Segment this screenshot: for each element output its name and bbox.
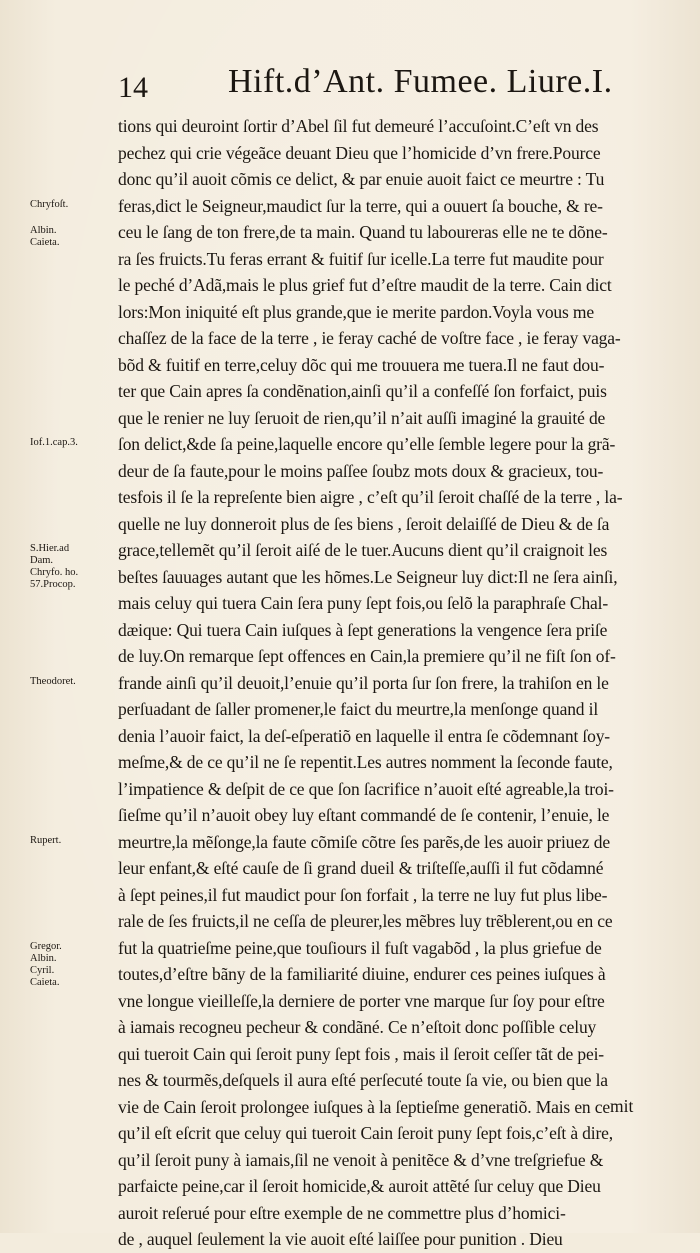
text-line: meurtre,la mẽſonge,la faute cõmiſe cõtre ſes parẽs,de les auoir priuez de: [118, 831, 610, 852]
text-line: ra ſes fruicts.Tu feras errant & fuitif ſur icelle.La terre fut maudite pour: [118, 248, 604, 269]
margin-note: Rupert.: [30, 834, 62, 846]
text-line: qu’il ſeroit puny à iamais,ſil ne venoit à penitẽce & d’vne treſgriefue &: [118, 1149, 604, 1170]
text-line: bõd & fuitif en terre,celuy dõc qui me trouuera me tuera.Il ne faut dou-: [118, 354, 605, 375]
margin-note: Chryfoſt.: [30, 198, 69, 210]
text-line: ſieſme qu’il n’auoit obey luy eſtant commandé de ſe contenir, l’enuie, le: [118, 805, 610, 825]
text-line: de luy.On remarque ſept offences en Cain,la premiere qu’il ne fiſt ſon of-: [118, 646, 616, 666]
text-line: denia l’auoir faict, la deſ-eſperatiõ en laquelle il entra ſe cõdemnant ſoy-: [118, 725, 610, 746]
page-number: 14: [118, 71, 148, 104]
text-line: pechez qui crie végeãce deuant Dieu que l’homicide d’vn frere.Pource: [118, 142, 601, 163]
text-line: le peché d’Adã,mais le plus grief fut d’eſtre maudit de la terre. Cain dict: [118, 275, 612, 295]
text-line: toutes,d’eſtre bãny de la familiarité diuine, endurer ces peines iuſques à: [118, 964, 606, 984]
margin-note: S.Hier.ad Dam. Chryfo. ho. 57.Procop.: [30, 543, 79, 590]
text-line: parfaicte peine,car il ſeroit homicide,& auroit attẽté ſur celuy que Dieu: [118, 1176, 601, 1196]
text-line: ter que Cain apres ſa condẽnation,ainſi qu’il a confeſſé ſon forfaict, puis: [118, 381, 607, 401]
text-line: que le renier ne luy ſeruoit de rien,qu’il n’ait auſſi imaginé la grauité de: [118, 407, 606, 428]
text-line: leur enfant,& eſté cauſe de ſi grand dueil & triſteſſe,auſſi il fut cõdamné: [118, 858, 604, 878]
text-line: mais celuy qui tuera Cain ſera puny ſept fois,ou ſelõ la paraphraſe Chal-: [118, 593, 609, 613]
text-line: deur de ſa faute,pour le moins paſſee ſoubz mots doux & gracieux, tou-: [118, 460, 604, 481]
text-line: donc qu’il auoit cõmis ce delict, & par enuie auoit faict ce meurtre : Tu: [118, 169, 605, 189]
text-line: chaſſez de la face de la terre , ie feray caché de voſtre face , ie feray vaga-: [118, 328, 621, 348]
text-line: dæique: Qui tuera Cain iuſques à ſept generations la vengence ſera priſe: [118, 619, 608, 640]
margin-note: Iof.1.cap.3.: [30, 437, 78, 448]
text-line: ſon delict,&de ſa peine,laquelle encore qu’elle ſemble legere pour la grã-: [118, 434, 616, 454]
text-line: l’impatience & deſpit de ce que ſon ſacrifice n’auoit eſté agreable,la troi-: [118, 778, 614, 799]
text-line: nes & tourmẽs,deſquels il aura eſté perſecuté toute ſa vie, ou bien que la: [118, 1070, 608, 1090]
text-line: quelle ne luy donneroit plus de ſes biens , ſeroit delaiſſé de Dieu & de ſa: [118, 513, 610, 534]
text-line: rale de ſes fruicts,il ne ceſſa de pleurer,les mẽbres luy trẽblerent,ou en ce: [118, 911, 613, 931]
margin-note: Theodoret.: [30, 675, 76, 687]
margin-notes: [30, 113, 125, 1113]
margin-note: Gregor. Albin. Cyril. Caieta.: [30, 940, 62, 988]
text-line: grace,tellemẽt qu’il ſeroit aiſé de le tuer.Aucuns dient qu’il craignoit les: [118, 540, 608, 560]
body-text: [118, 113, 663, 1253]
text-line: beſtes ſauuages autant que les hõmes.Le Seigneur luy dict:Il ne ſera ainſi,: [118, 566, 618, 587]
text-line: tesfois il ſe la repreſente bien aigre , c’eſt qu’il ſeroit chaſſé de la terre , la-: [118, 487, 623, 507]
text-line: vne longue vieilleſſe,la derniere de porter vne marque ſur ſoy pour eſtre: [118, 990, 605, 1011]
page-header: [118, 62, 648, 108]
text-line: meſme,& de ce qu’il ne ſe repentit.Les autres nomment la ſeconde faute,: [118, 752, 613, 772]
text-line: auroit reſerué pour eſtre exemple de ne commettre plus d’homici-: [118, 1202, 566, 1223]
text-line: lors:Mon iniquité eſt plus grande,que ie merite pardon.Voyla vous me: [118, 301, 594, 322]
text-line: de , auquel ſeulement la vie auoit eſté laiſſee pour punition . Dieu: [118, 1229, 563, 1249]
text-line: feras,dict le Seigneur,maudict ſur la terre, qui a ouuert ſa bouche, & re-: [118, 195, 603, 216]
text-line: frande ainſi qu’il deuoit,l’enuie qu’il porta ſur ſon frere, la trahiſon en le: [118, 672, 609, 693]
text-line: tions qui deuroint ſortir d’Abel ſil fut demeuré l’accuſoint.C’eſt vn des: [118, 116, 599, 136]
text-line: à ſept peines,il fut maudict pour ſon forfait , la terre ne luy fut plus libe-: [118, 884, 608, 905]
running-title: Hift.d’Ant. Fumee. Liure.I.: [228, 63, 613, 100]
margin-note: Albin. Caieta.: [30, 225, 60, 248]
text-line: qui tueroit Cain qui ſeroit puny ſept fois , mais il ſeroit ceſſer tãt de pei-: [118, 1043, 604, 1064]
text-line: à iamais recogneu pecheur & condãné. Ce n’eſtoit donc poſſible celuy: [118, 1017, 597, 1037]
text-line: fut la quatrieſme peine,que touſiours il fuſt vagabõd , la plus griefue de: [118, 937, 602, 958]
text-line: ceu le ſang de ton frere,de ta main. Quand tu laboureras elle ne te dõne-: [118, 222, 608, 242]
catchword: mit: [610, 1096, 634, 1116]
text-line: qu’il eſt eſcrit que celuy qui tueroit Cain ſeroit puny ſept fois,c’eſt à dire,: [118, 1123, 614, 1143]
text-line: perſuadant de ſaller promener,le faict du meurtre,la menſonge quand il: [118, 699, 599, 719]
text-line: vie de Cain ſeroit prolongee iuſques à la ſeptieſme generatiõ. Mais en ce: [118, 1096, 610, 1117]
